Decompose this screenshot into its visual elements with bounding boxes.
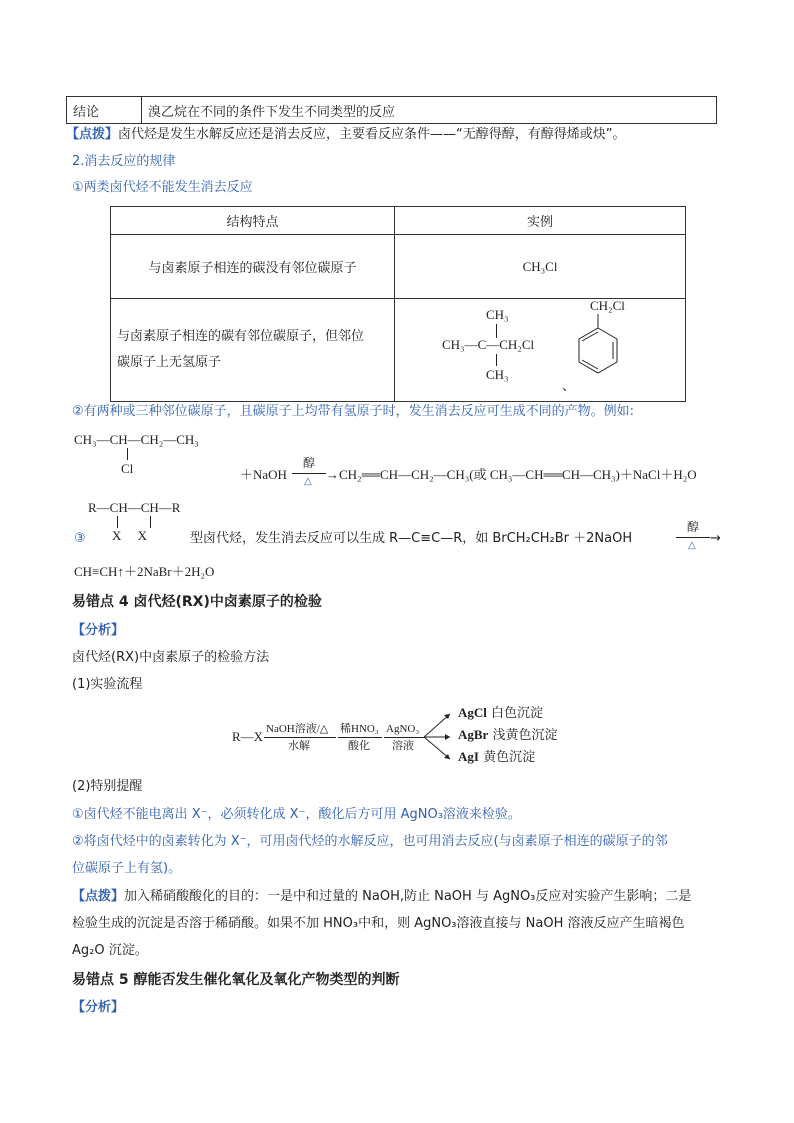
branch-arrows-icon <box>424 706 454 764</box>
header-example: 实例 <box>395 207 686 235</box>
flow-step-2 <box>338 720 382 752</box>
flow-step3-bottom: 溶液 <box>392 739 414 752</box>
rule3-struct: R—CH—CH—R <box>88 500 181 515</box>
tip-text: 卤代烃是发生水解反应还是消去反应，主要看反应条件——“无醇得醇，有醇得烯或炔”。 <box>118 127 626 142</box>
flow-step-1 <box>264 720 336 752</box>
remind-title: (2)特别提醒 <box>72 779 143 794</box>
rule3-line2: CH≡CH↑＋2NaBr＋2H₂O <box>74 564 215 579</box>
rule3-arrow: → <box>710 531 721 546</box>
rule3-cond-bottom: △ <box>688 540 696 551</box>
remind-2-line2: 位碳原子上有氢)。 <box>72 861 182 876</box>
struct-ch3-mid: CH₃—C—CH₂Cl <box>442 337 535 352</box>
heading-4: 易错点 4 卤代烃(RX)中卤素原子的检验 <box>72 594 322 610</box>
eq1-cond-top: 醇 <box>303 456 316 470</box>
rule3-cond-top: 醇 <box>687 520 700 534</box>
tip-tag: 【点拨】 <box>66 127 119 142</box>
flow-start: R—X <box>232 729 264 744</box>
conclusion-label: 结论 <box>67 97 142 124</box>
analysis-tag-2: 【分析】 <box>72 1000 125 1015</box>
eq1-products: →CH₂══CH—CH₂—CH₃(或 CH₃—CH══CH—CH₃)＋NaCl＋H₂O <box>326 467 697 482</box>
flow-out-1: AgCl 白色沉淀 <box>458 705 544 721</box>
struct-ch2cl: CH₂Cl <box>590 298 625 313</box>
row2-example <box>395 299 686 402</box>
row2-feature-line2: 碳原子上无氢原子 <box>117 355 222 370</box>
row1-feature: 与卤素原子相连的碳没有邻位碳原子 <box>111 235 395 299</box>
rule3-x: X X <box>112 528 148 543</box>
eq1-reactant: CH₃—CH—CH₂—CH₃ <box>74 432 199 447</box>
rule3-text: 型卤代烃，发生消去反应可以生成 R—C≡C—R，如 BrCH₂CH₂Br ＋2NaOH <box>190 531 633 546</box>
analysis-tag: 【分析】 <box>72 623 125 638</box>
flow-out-2: AgBr 浅黄色沉淀 <box>458 727 558 743</box>
rule-1: ①两类卤代烃不能发生消去反应 <box>72 180 253 195</box>
rule-2: ②有两种或三种邻位碳原子，且碳原子上均带有氢原子时，发生消去反应可生成不同的产物。例如: <box>72 404 635 419</box>
header-feature: 结构特点 <box>111 207 395 235</box>
flow-diagram <box>232 702 572 768</box>
flow-out-3: AgI 黄色沉淀 <box>458 749 536 765</box>
remind-2-line1: ②将卤代烃中的卤素转化为 X⁻，可用卤代烃的水解反应，也可用消去反应(与卤素原子相连的碳原子的邻 <box>72 834 668 849</box>
eq1-cond-bottom: △ <box>304 476 312 487</box>
conclusion-value: 溴乙烷在不同的条件下发生不同类型的反应 <box>142 97 717 124</box>
example-separator: 、 <box>562 379 576 394</box>
conclusion-table <box>66 96 717 124</box>
tip-2-line3: Ag₂O 沉淀。 <box>72 943 148 958</box>
flow-step2-top: 稀HNO₃ <box>340 723 379 735</box>
rule3-condition <box>676 520 710 550</box>
tip-2-line1: 【点拨】加入稀硝酸酸化的目的：一是中和过量的 NaOH,防止 NaOH 与 AgNO₃反应对实验产生影响；二是 <box>72 889 692 904</box>
tip-2-line2: 检验生成的沉淀是否溶于稀硝酸。如果不加 HNO₃中和，则 AgNO₃溶液直接与 NaOH 溶液反应产生暗褐色 <box>72 916 685 931</box>
flow-step2-bottom: 酸化 <box>348 739 370 752</box>
flow-title: (1)实验流程 <box>72 677 143 692</box>
flow-step1-bottom: 水解 <box>288 739 310 752</box>
tip-1 <box>66 126 626 144</box>
heading-5: 易错点 5 醇能否发生催化氧化及氧化产物类型的判断 <box>72 972 400 988</box>
row2-feature <box>111 299 395 402</box>
flow-step3-top: AgNO₃ <box>386 723 420 735</box>
eq1-cl: Cl <box>121 461 134 476</box>
rule3-num: ③ <box>74 531 86 546</box>
struct-ch3-top: CH₃ <box>486 307 509 322</box>
flow-step-3 <box>384 720 424 752</box>
row2-feature-line1: 与卤素原子相连的碳有邻位碳原子，但邻位 <box>117 329 365 344</box>
tip2-tag: 【点拨】 <box>72 889 125 904</box>
remind-1: ①卤代烃不能电离出 X⁻，必须转化成 X⁻，酸化后方可用 AgNO₃溶液来检验。 <box>72 807 521 822</box>
section-2-title: 2.消去反应的规律 <box>72 154 176 169</box>
row1-example: CH₃Cl <box>395 235 686 299</box>
method-title: 卤代烃(RX)中卤素原子的检验方法 <box>72 650 270 665</box>
structure-table <box>110 206 686 402</box>
eq1-condition <box>292 456 326 486</box>
struct-ch3-bot: CH₃ <box>486 367 509 382</box>
eq1-naoh: ＋NaOH <box>240 467 287 482</box>
benzene-ring-icon <box>572 312 622 388</box>
flow-step1-top: NaOH溶液/△ <box>266 723 329 735</box>
